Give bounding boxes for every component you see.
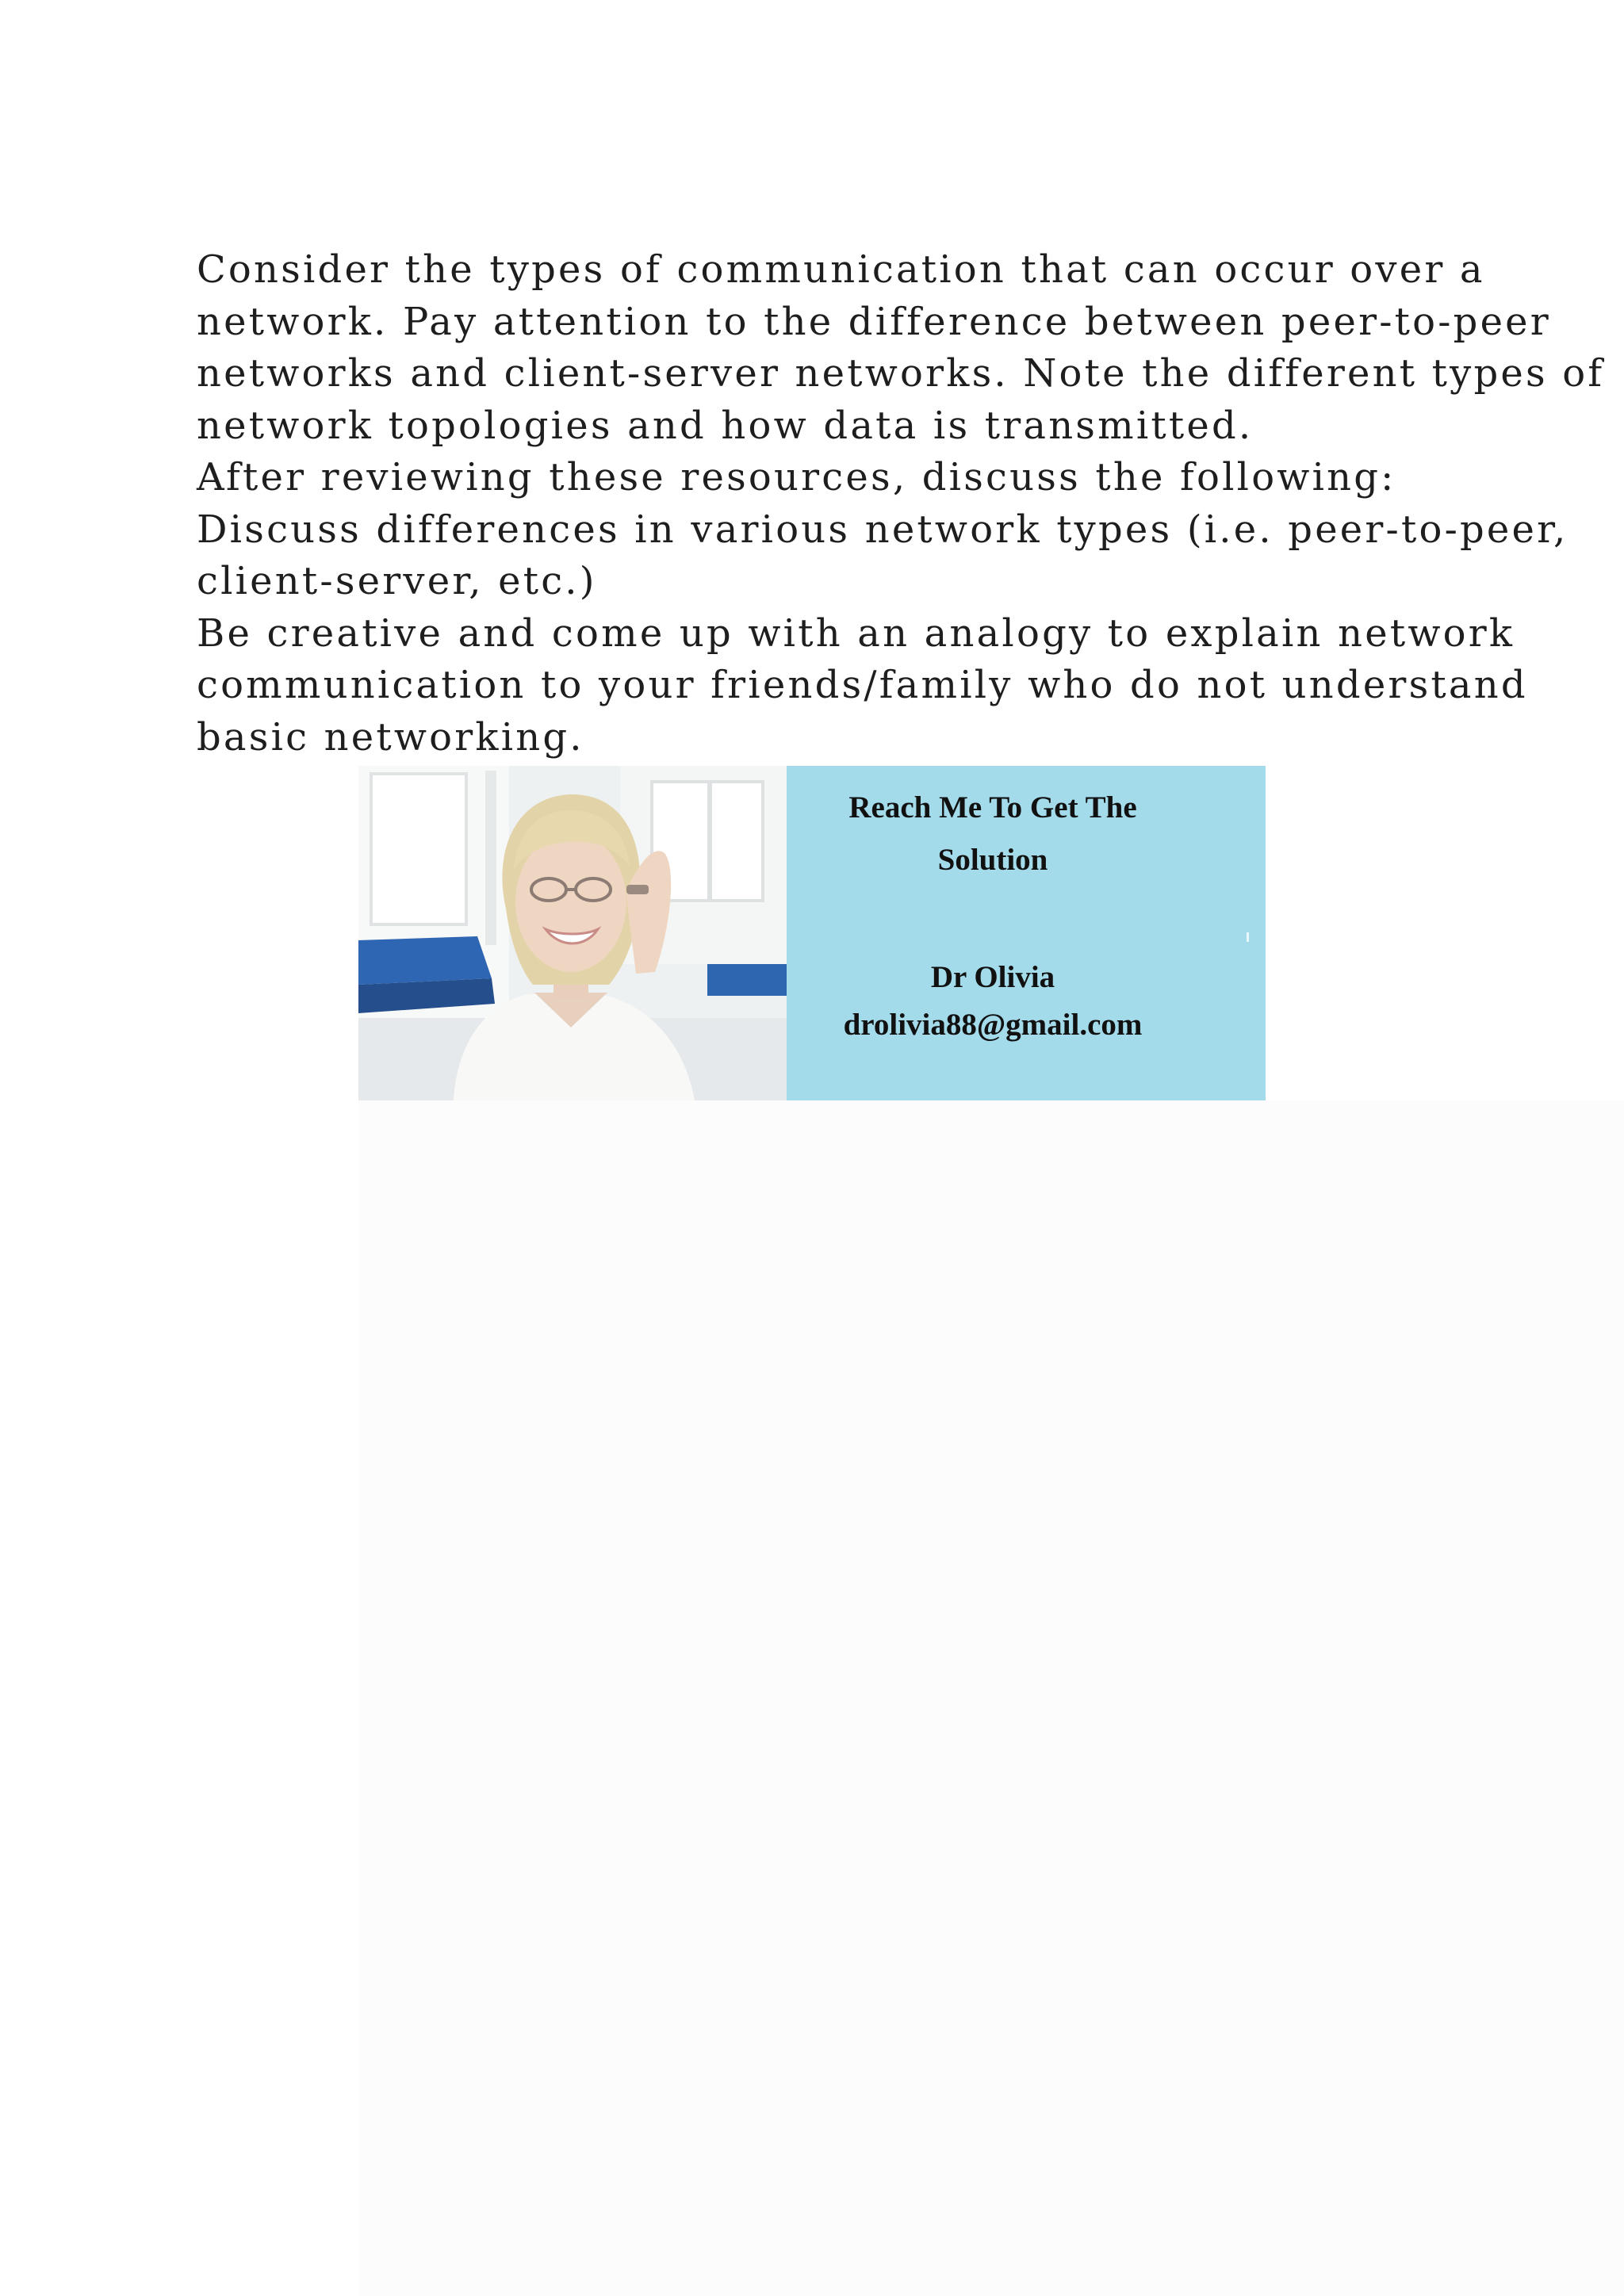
text-line-8: Be creative and come up with an analogy to explain network bbox=[197, 610, 1515, 656]
contact-banner bbox=[358, 766, 1266, 1100]
page-shade-panel bbox=[358, 1100, 1624, 2296]
text-line-6: Discuss differences in various network types (i.e. peer-to-peer, bbox=[197, 507, 1568, 552]
card-mark bbox=[1247, 932, 1249, 942]
contact-card bbox=[787, 766, 1266, 1100]
text-line-4: network topologies and how data is transmitted. bbox=[197, 403, 1254, 448]
text-line-2: network. Pay attention to the difference between peer-to-peer bbox=[197, 299, 1551, 344]
portrait-illustration bbox=[358, 766, 787, 1100]
text-line-9: communication to your friends/family who do not understand bbox=[197, 663, 1528, 707]
woman-photo bbox=[358, 766, 787, 1100]
text-line-3: networks and client-server networks. Note the different types of bbox=[197, 351, 1605, 396]
card-heading-line-1: Reach Me To Get The bbox=[848, 790, 1137, 825]
text-line-1: Consider the types of communication that can occur over a bbox=[197, 247, 1485, 292]
contact-email: drolivia88@gmail.com bbox=[843, 1008, 1143, 1042]
text-line-10: basic networking. bbox=[197, 714, 584, 760]
text-line-7: client-server, etc.) bbox=[197, 559, 597, 603]
contact-name: Dr Olivia bbox=[930, 960, 1055, 994]
text-line-5: After reviewing these resources, discuss the following: bbox=[197, 455, 1396, 499]
card-heading-line-2: Solution bbox=[937, 843, 1048, 877]
assignment-text bbox=[197, 244, 1605, 763]
